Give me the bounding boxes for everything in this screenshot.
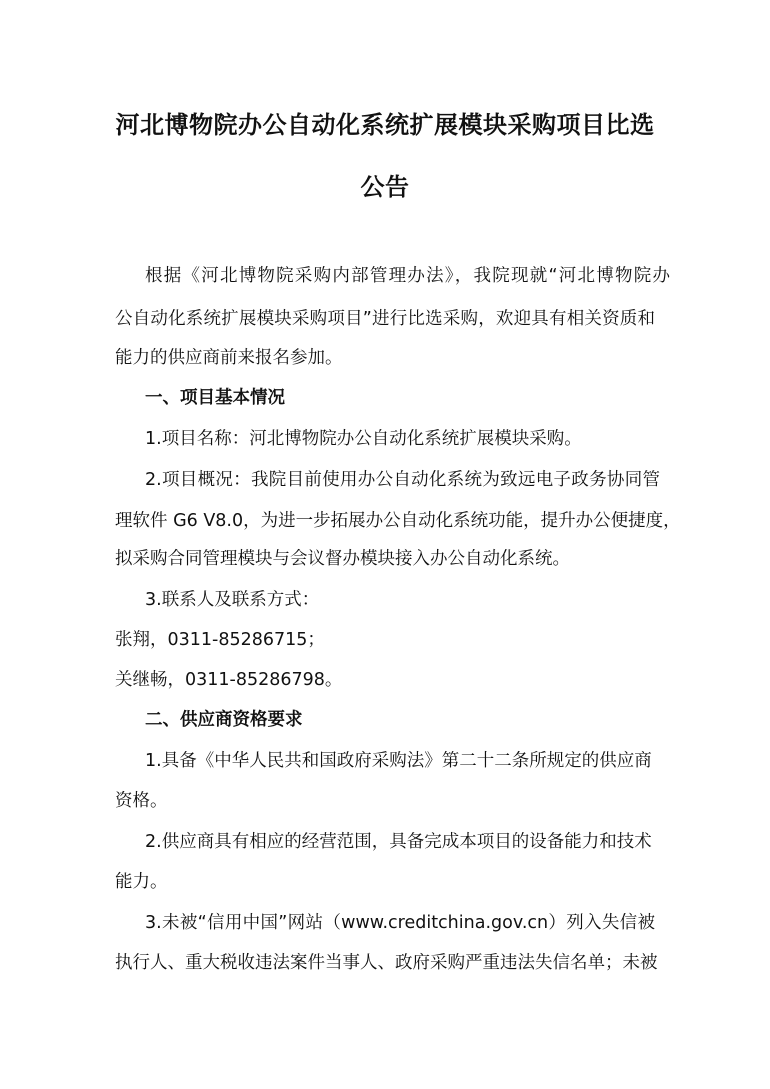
project-overview-line-1: 2.项目概况：我院目前使用办公自动化系统为致远电子政务协同管 xyxy=(145,470,660,490)
project-overview-line-2: 理软件 G6 V8.0，为进一步拓展办公自动化系统功能，提升办公便捷度， xyxy=(115,511,681,531)
section-heading-1: 一、项目基本情况 xyxy=(145,388,285,408)
contact-heading: 3.联系人及联系方式： xyxy=(145,590,320,610)
project-overview-line-3: 拟采购合同管理模块与会议督办模块接入办公自动化系统。 xyxy=(115,549,570,569)
requirement-1-line-1: 1.具备《中华人民共和国政府采购法》第二十二条所规定的供应商 xyxy=(145,751,652,771)
requirement-2-line-1: 2.供应商具有相应的经营范围，具备完成本项目的设备能力和技术 xyxy=(145,832,652,852)
page-title-line-1: 河北博物院办公自动化系统扩展模块采购项目比选 xyxy=(115,111,655,139)
page-title-line-2: 公告 xyxy=(360,173,410,201)
section-heading-2: 二、供应商资格要求 xyxy=(145,710,303,730)
intro-line-1: 根据《河北博物院采购内部管理办法》，我院现就“河北博物院办 xyxy=(145,266,670,286)
contact-2: 关继畅，0311-85286798。 xyxy=(115,670,343,690)
intro-line-2: 公自动化系统扩展模块采购项目”进行比选采购，欢迎具有相关资质和 xyxy=(115,309,655,329)
requirement-2-line-2: 能力。 xyxy=(115,872,168,892)
requirement-3-line-2: 执行人、重大税收违法案件当事人、政府采购严重违法失信名单；未被 xyxy=(115,953,658,973)
requirement-3-line-1: 3.未被“信用中国”网站（www.creditchina.gov.cn）列入失信被 xyxy=(145,913,655,933)
intro-line-3: 能力的供应商前来报名参加。 xyxy=(115,348,343,368)
project-name-line: 1.项目名称：河北博物院办公自动化系统扩展模块采购。 xyxy=(145,429,582,449)
contact-1: 张翔，0311-85286715； xyxy=(115,630,325,650)
requirement-1-line-2: 资格。 xyxy=(115,791,168,811)
